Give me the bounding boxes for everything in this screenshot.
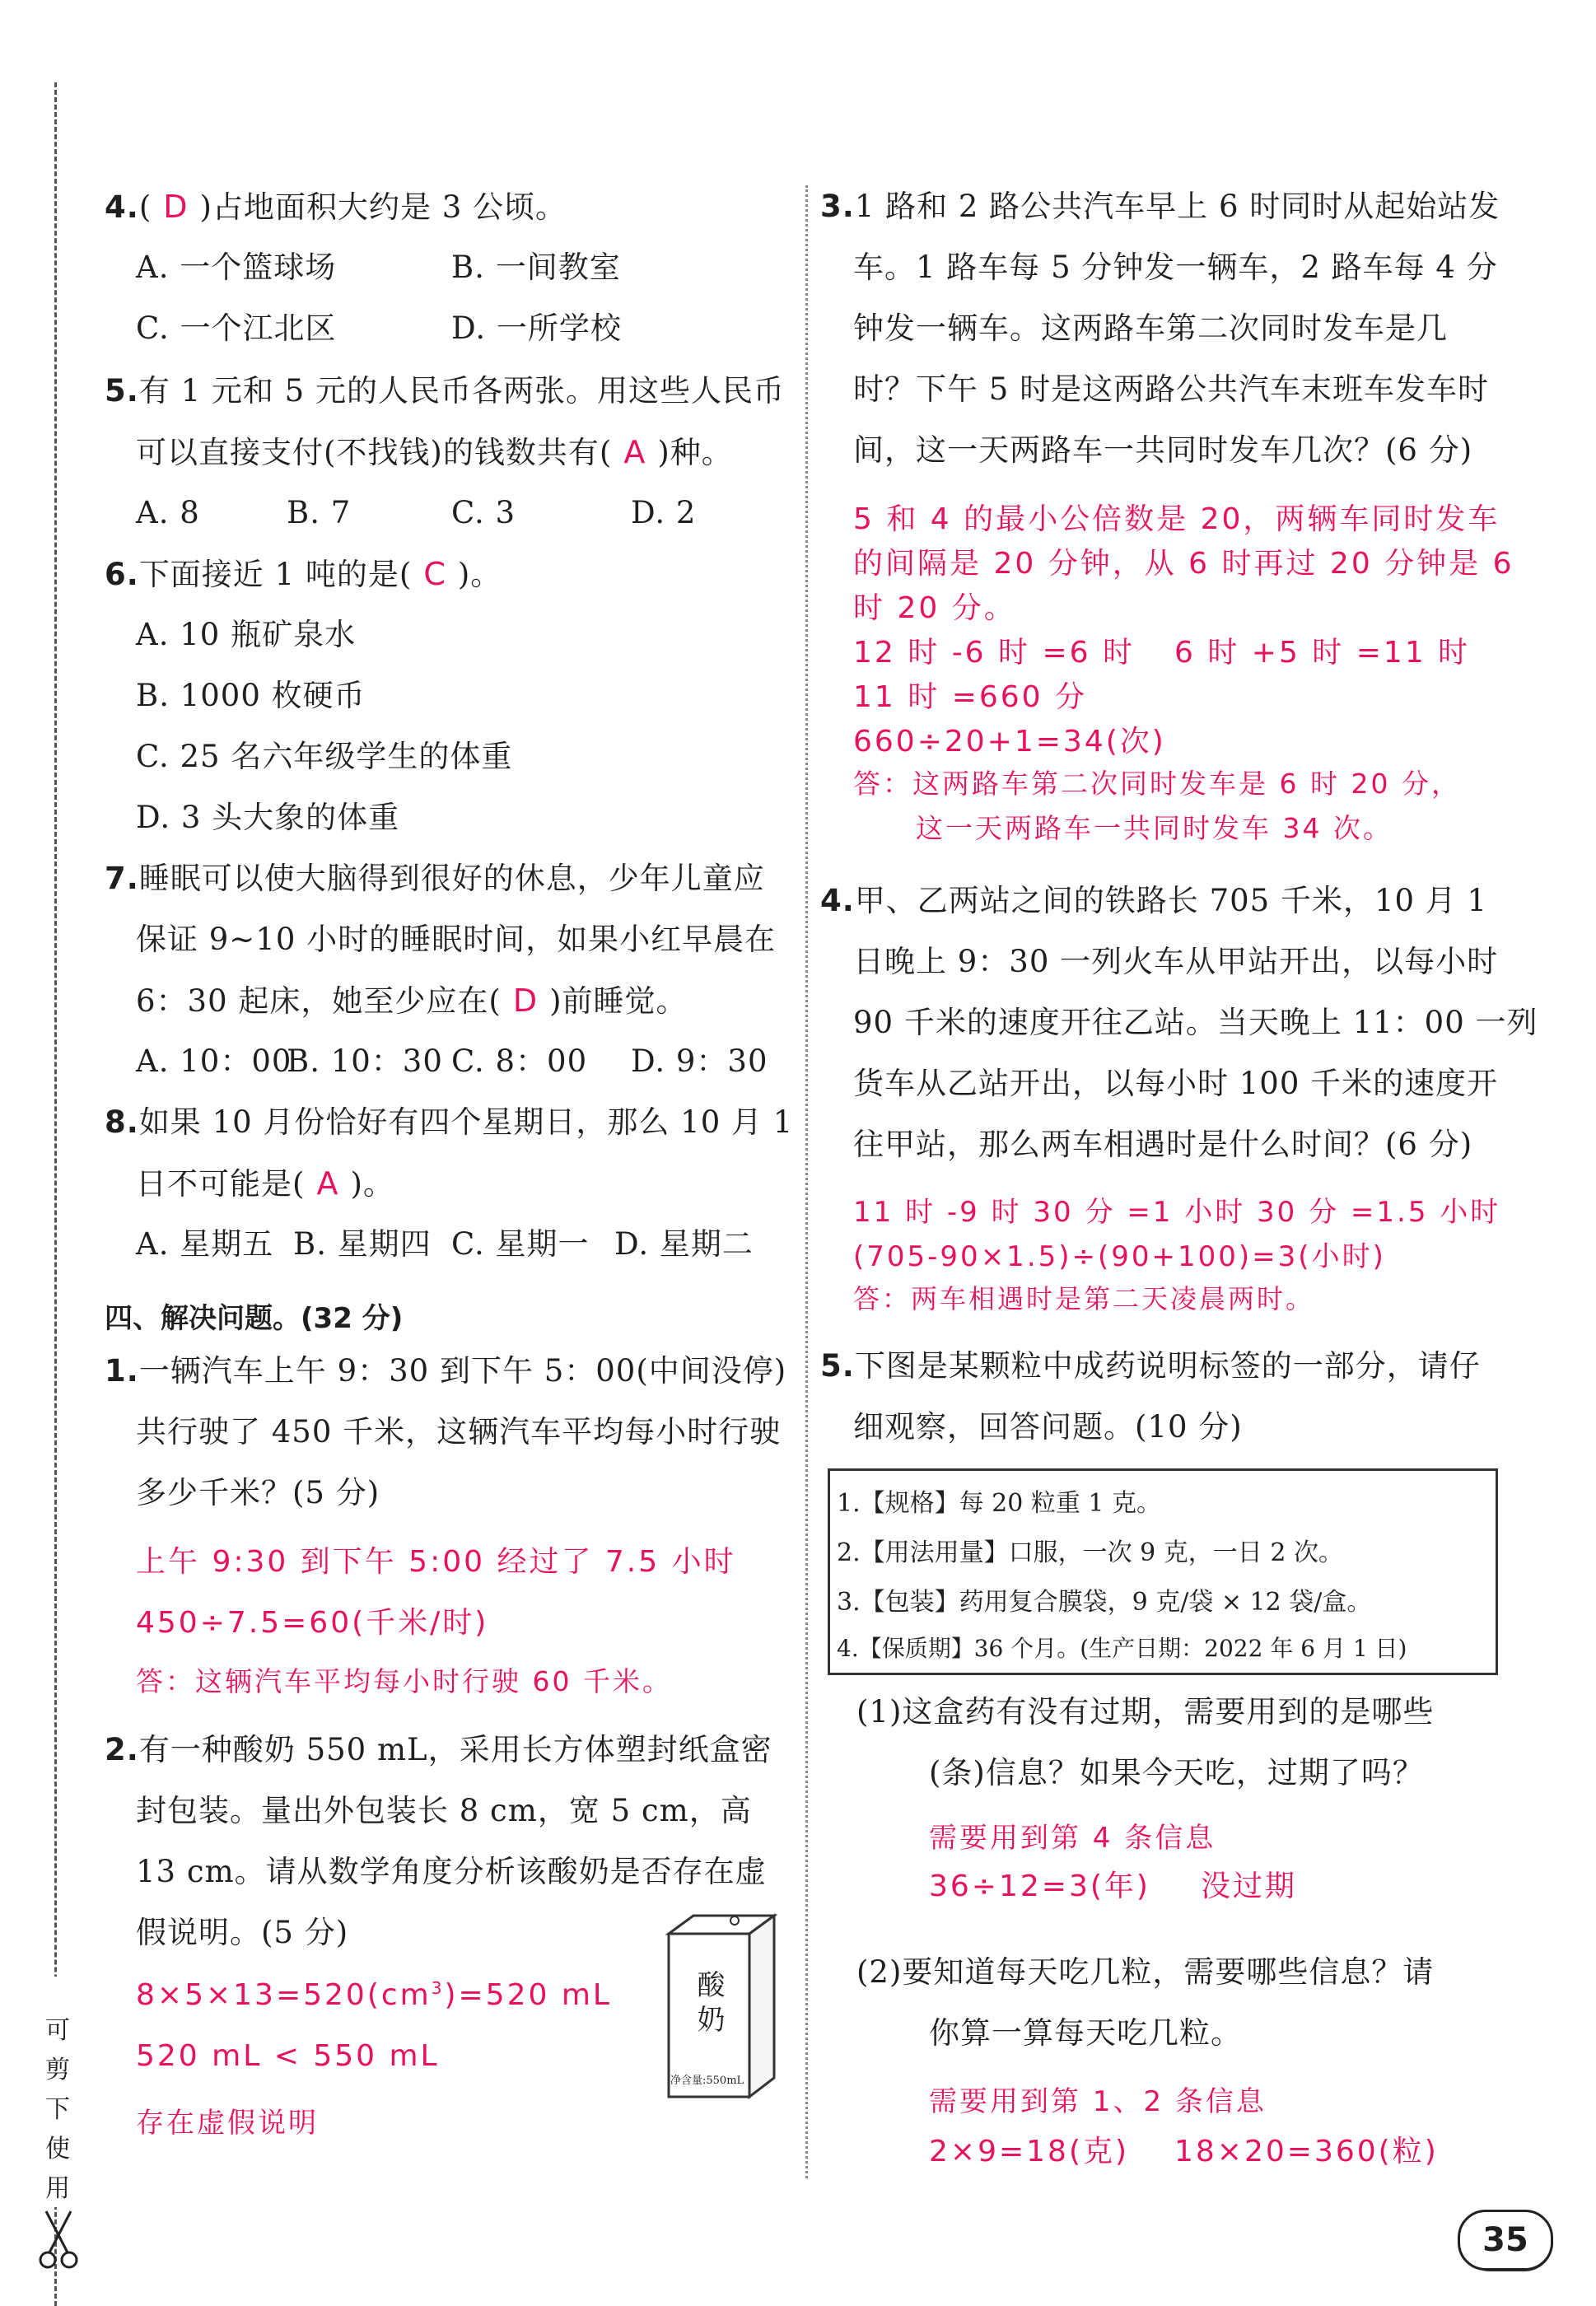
info-line: 4.【保质期】36 个月。(生产日期：2022 年 6 月 1 日)	[837, 1635, 1407, 1662]
handwritten-answer: 这一天两路车一共同时发车 34 次。	[916, 812, 1393, 844]
problem-3-line: 间，这一天两路车一共同时发车几次？(6 分)	[853, 432, 1473, 468]
handwritten-answer: 答：两车相遇时是第二天凌晨两时。	[853, 1283, 1315, 1314]
question-number: 4.	[105, 189, 139, 225]
option: D. 星期二	[614, 1226, 754, 1262]
cut-line	[54, 82, 57, 2306]
column-divider	[805, 185, 808, 2178]
cut-label-char: 可	[45, 2016, 70, 2045]
option: B. 星期四	[293, 1226, 432, 1262]
question-8-line: 日不可能是( A )。	[136, 1165, 394, 1202]
answer-mark: C	[423, 556, 446, 592]
handwritten-work: 5 和 4 的最小公倍数是 20，两辆车同时发车	[853, 502, 1500, 536]
scissors-icon	[38, 2207, 79, 2273]
problem-4-line: 货车从乙站开出，以每小时 100 千米的速度开	[853, 1066, 1499, 1101]
problem-3-line: 时？下午 5 时是这两路公共汽车末班车发车时	[853, 371, 1490, 407]
handwritten-work: 450÷7.5=60(千米/时)	[136, 1606, 489, 1640]
handwritten-work: 12 时 -6 时 =6 时	[853, 636, 1135, 670]
question-6: 6.下面接近 1 吨的是( C )。	[105, 556, 502, 592]
handwritten-work: 需要用到第 1、2 条信息	[929, 2085, 1267, 2118]
option: B. 一间教室	[451, 250, 621, 285]
option: C. 25 名六年级学生的体重	[136, 739, 513, 774]
option: C. 3	[451, 495, 516, 530]
handwritten-work: 上午 9:30 到下午 5:00 经过了 7.5 小时	[136, 1545, 736, 1579]
handwritten-work: 需要用到第 4 条信息	[929, 1822, 1216, 1855]
section-heading: 四、解决问题。(32 分)	[105, 1302, 404, 1335]
option: C. 8：00	[451, 1043, 588, 1079]
problem-1-line: 多少千米？(5 分)	[136, 1475, 380, 1510]
carton-net-content: 净含量:550mL	[670, 2075, 744, 2087]
info-line: 3.【包装】药用复合膜袋，9 克/袋 × 12 袋/盒。	[837, 1588, 1372, 1617]
option: A. 一个篮球场	[136, 250, 337, 285]
problem-4-line: 往甲站，那么两车相遇时是什么时间？(6 分)	[853, 1127, 1473, 1162]
problem-5-line: 细观察，回答问题。(10 分)	[853, 1409, 1243, 1445]
cut-label-char: 使	[45, 2135, 70, 2164]
question-8: 8.如果 10 月份恰好有四个星期日，那么 10 月 1	[105, 1104, 794, 1140]
cut-label-char: 下	[45, 2095, 70, 2124]
handwritten-answer: 答：这两路车第二次同时发车是 6 时 20 分，	[853, 768, 1461, 800]
problem-2-line: 封包装。量出外包装长 8 cm，宽 5 cm，高	[136, 1793, 752, 1828]
problem-4-line: 日晚上 9：30 一列火车从甲站开出，以每小时	[853, 944, 1499, 979]
answer-mark: A	[623, 434, 646, 470]
handwritten-answer: 存在虚假说明	[136, 2107, 319, 2140]
handwritten-work: 没过期	[1201, 1870, 1298, 1903]
option: D. 3 头大象的体重	[136, 800, 400, 835]
carton-label: 酸奶	[692, 1970, 725, 2039]
question-7-line: 保证 9~10 小时的睡眠时间，如果小红早晨在	[136, 922, 777, 957]
problem-2-line: 假说明。(5 分)	[136, 1915, 349, 1950]
problem-4-line: 90 千米的速度开往乙站。当天晚上 11：00 一列	[853, 1005, 1538, 1040]
option: D. 一所学校	[451, 310, 622, 346]
sub-question-2-line: 你算一算每天吃几粒。	[929, 2015, 1242, 2051]
handwritten-work: 11 时 -9 时 30 分 =1 小时 30 分 =1.5 小时	[853, 1196, 1501, 1229]
handwritten-work: 520 mL < 550 mL	[136, 2039, 440, 2073]
option: C. 星期一	[451, 1226, 590, 1262]
question-4: 4.( D )占地面积大约是 3 公顷。	[105, 189, 567, 225]
handwritten-work: 6 时 +5 时 =11 时	[1174, 636, 1471, 670]
answer-mark: D	[163, 189, 189, 225]
handwritten-work: $8\times 5\times 13=520(cm^3)=520$ mL	[136, 1978, 612, 2012]
handwritten-work: (705-90×1.5)÷(90+100)=3(小时)	[853, 1240, 1386, 1273]
option: B. 1000 枚硬币	[136, 678, 366, 713]
answer-mark: A	[316, 1165, 339, 1202]
handwritten-work: 2×9=18(克)	[929, 2135, 1130, 2168]
handwritten-work: 时 20 分。	[853, 591, 1016, 625]
handwritten-answer: 答：这辆汽车平均每小时行驶 60 千米。	[136, 1665, 672, 1697]
question-7-line: 6：30 起床，她至少应在( D )前睡觉。	[136, 983, 688, 1019]
question-5-line: 可以直接支付(不找钱)的钱数共有( A )种。	[136, 434, 733, 470]
sub-question-1: (1)这盒药有没有过期，需要用到的是哪些	[856, 1694, 1435, 1730]
option: A. 10 瓶矿泉水	[136, 617, 357, 652]
problem-3-line: 车。1 路车每 5 分钟发一辆车，2 路车每 4 分	[853, 250, 1498, 285]
option: A. 8	[136, 495, 200, 530]
problem-3: 3.1 路和 2 路公共汽车早上 6 时同时从起始站发	[820, 189, 1500, 224]
option: D. 9：30	[631, 1043, 768, 1079]
handwritten-work: 660÷20+1=34(次)	[853, 725, 1166, 759]
problem-4: 4.甲、乙两站之间的铁路长 705 千米，10 月 1	[820, 883, 1488, 918]
info-line: 2.【用法用量】口服，一次 9 克，一日 2 次。	[837, 1538, 1343, 1567]
handwritten-work: 11 时 =660 分	[853, 680, 1088, 714]
problem-5: 5.下图是某颗粒中成药说明标签的一部分，请仔	[820, 1348, 1481, 1384]
problem-1: 1.一辆汽车上午 9：30 到下午 5：00(中间没停)	[105, 1353, 787, 1389]
handwritten-work: 36÷12=3(年)	[929, 1870, 1150, 1903]
cut-label-char: 用	[45, 2174, 70, 2203]
answer-mark: D	[512, 983, 539, 1019]
option: C. 一个江北区	[136, 310, 337, 346]
option: A. 星期五	[136, 1226, 274, 1262]
question-7: 7.睡眠可以使大脑得到很好的休息，少年儿童应	[105, 861, 765, 896]
handwritten-work: 的间隔是 20 分钟，从 6 时再过 20 分钟是 6	[853, 547, 1514, 581]
problem-2: 2.有一种酸奶 550 mL，采用长方体塑封纸盒密	[105, 1732, 772, 1767]
cut-label-char: 剪	[45, 2056, 70, 2084]
problem-2-line: 13 cm。请从数学角度分析该酸奶是否存在虚	[136, 1854, 767, 1889]
question-5: 5.有 1 元和 5 元的人民币各两张。用这些人民币	[105, 373, 785, 408]
option: B. 10：30	[287, 1043, 443, 1079]
option: B. 7	[287, 495, 352, 530]
problem-1-line: 共行驶了 450 千米，这辆汽车平均每小时行驶	[136, 1414, 782, 1449]
handwritten-work: 18×20=360(粒)	[1174, 2135, 1439, 2168]
problem-3-line: 钟发一辆车。这两路车第二次同时发车是几	[853, 310, 1448, 346]
page-number: 35	[1458, 2210, 1553, 2271]
sub-question-1-line: (条)信息？如果今天吃，过期了吗？	[929, 1755, 1424, 1790]
info-line: 1.【规格】每 20 粒重 1 克。	[837, 1489, 1162, 1518]
option: A. 10：00	[136, 1043, 292, 1079]
option: D. 2	[631, 495, 697, 530]
sub-question-2: (2)要知道每天吃几粒，需要哪些信息？请	[856, 1954, 1435, 1990]
